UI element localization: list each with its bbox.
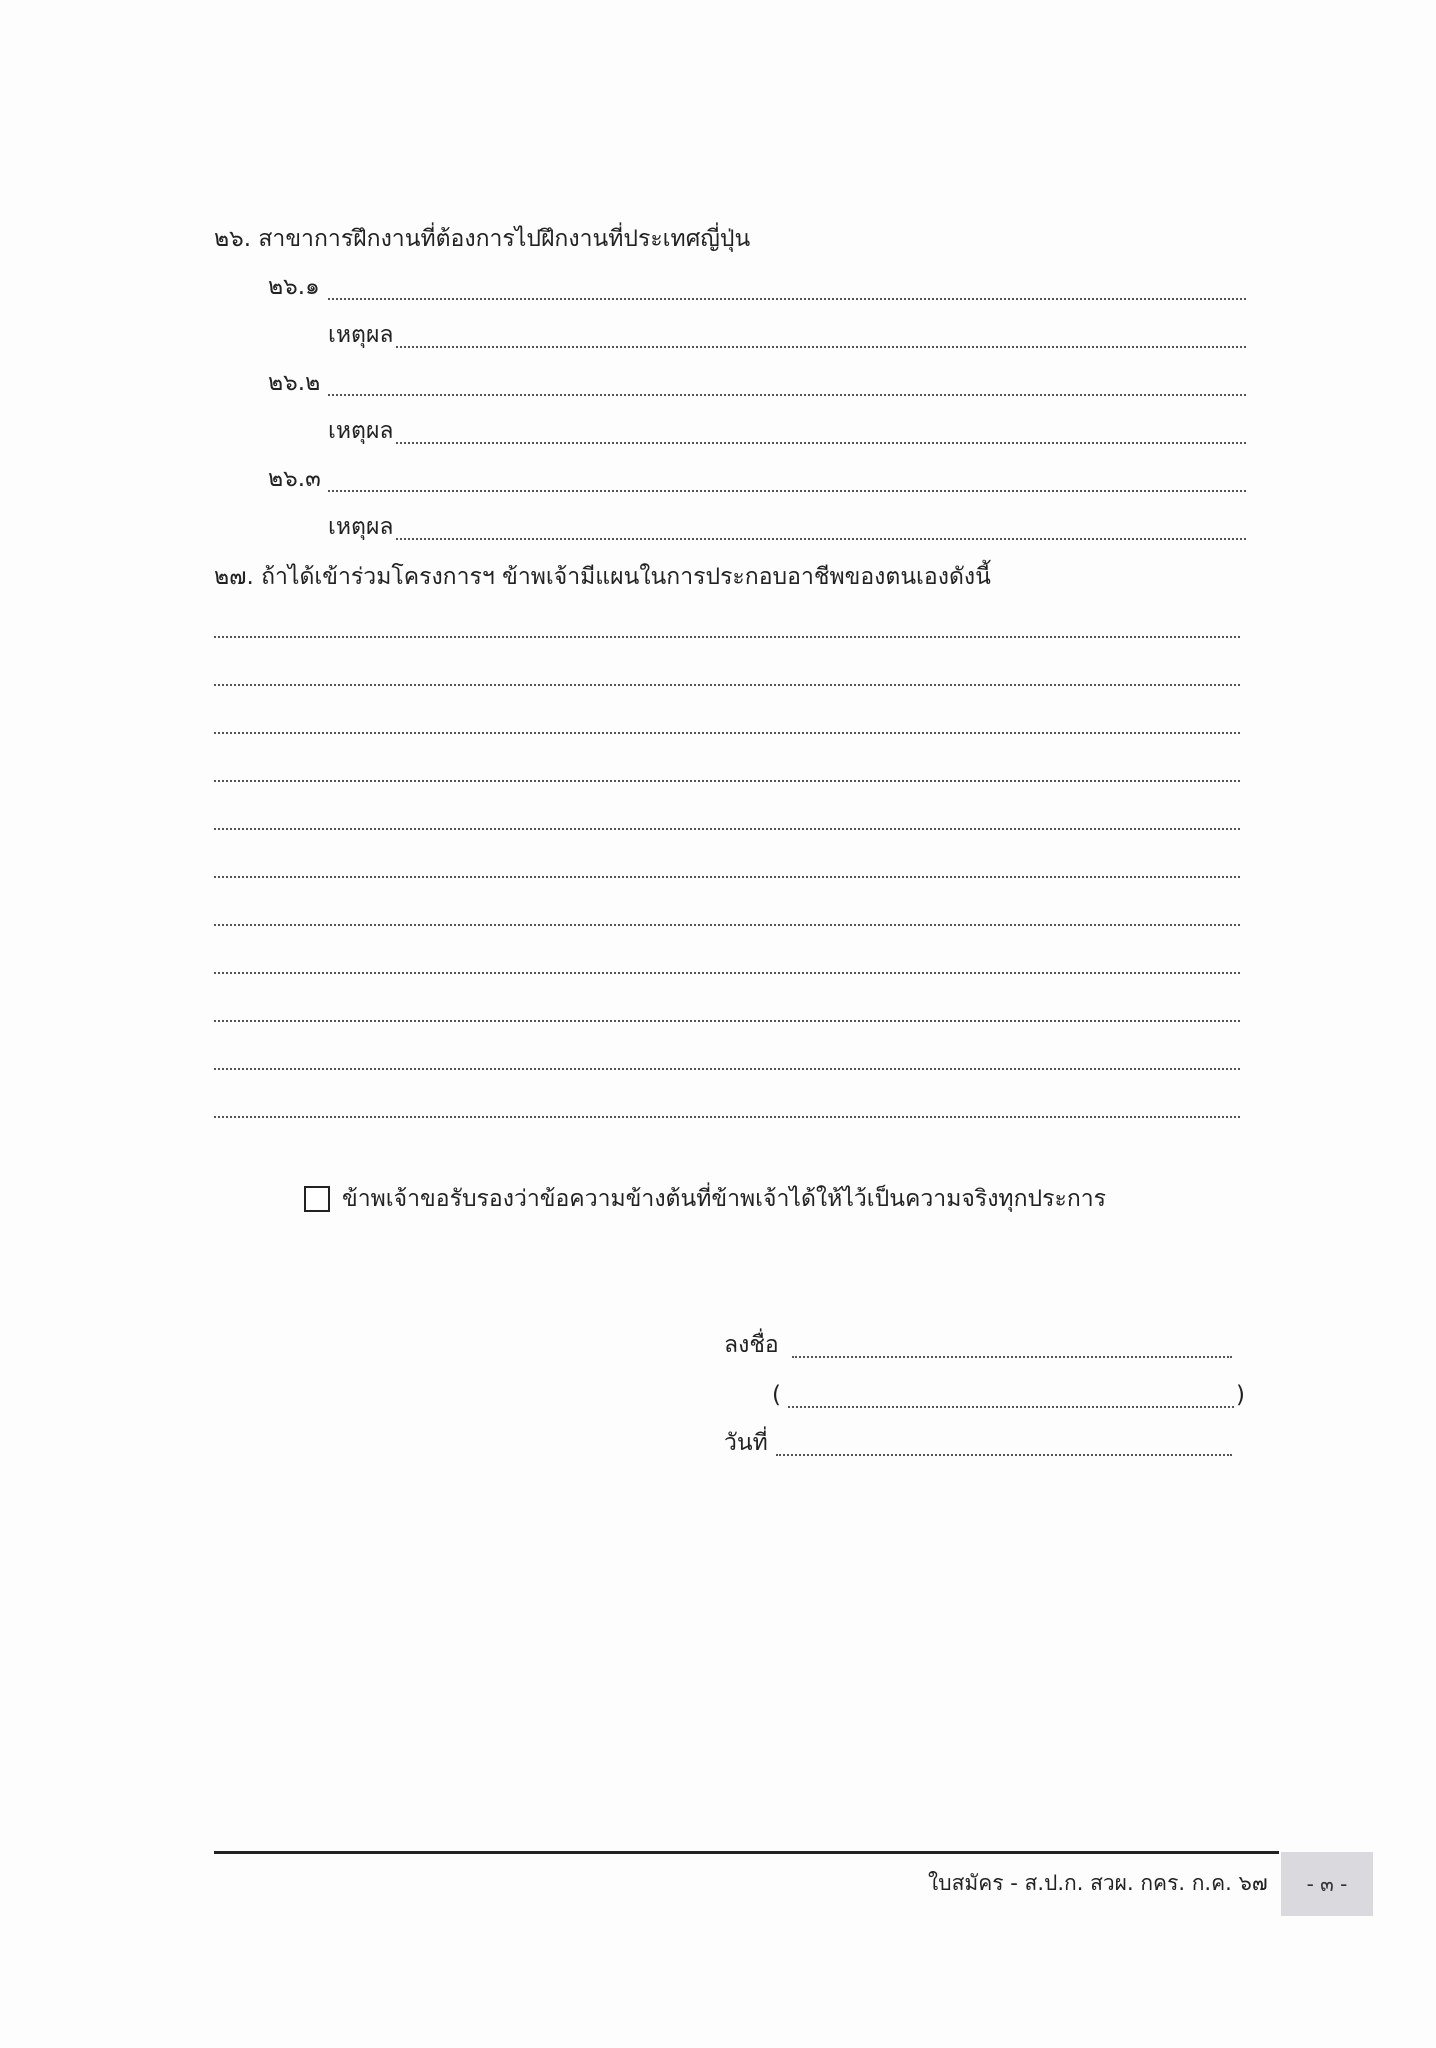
q27-answer-line[interactable]	[214, 828, 1240, 830]
q27-answer-line[interactable]	[214, 636, 1240, 638]
date-label: วันที่	[724, 1430, 768, 1456]
page-number: - ๓ -	[1281, 1852, 1373, 1916]
q27-answer-line[interactable]	[214, 684, 1240, 686]
name-close-paren: )	[1236, 1382, 1245, 1408]
q27-answer-line[interactable]	[214, 1020, 1240, 1022]
q27-answer-line[interactable]	[214, 876, 1240, 878]
signature-label: ลงชื่อ	[724, 1332, 779, 1358]
q26-item-3-label: ๒๖.๓	[268, 466, 321, 492]
q26-item-1-reason-field[interactable]	[396, 346, 1246, 348]
q27-answer-line[interactable]	[214, 780, 1240, 782]
date-field[interactable]	[776, 1454, 1232, 1456]
printed-name-field[interactable]	[788, 1406, 1234, 1408]
q27-answer-line[interactable]	[214, 924, 1240, 926]
q26-item-3-field[interactable]	[328, 490, 1246, 492]
q26-item-2-reason-field[interactable]	[396, 442, 1246, 444]
footer-form-name: ใบสมัคร - ส.ป.ก. สวผ. กคร. ก.ค. ๖๗	[928, 1871, 1268, 1895]
q26-item-1-reason-label: เหตุผล	[328, 322, 394, 348]
q27-answer-line[interactable]	[214, 1116, 1240, 1118]
q27-answer-line[interactable]	[214, 972, 1240, 974]
certification-checkbox[interactable]	[304, 1186, 330, 1212]
q27-answer-line[interactable]	[214, 732, 1240, 734]
name-open-paren: (	[772, 1382, 781, 1408]
q26-item-1-field[interactable]	[328, 298, 1246, 300]
q26-item-2-field[interactable]	[328, 394, 1246, 396]
q26-title: ๒๖. สาขาการฝึกงานที่ต้องการไปฝึกงานที่ประเทศญี่ปุ่น	[214, 226, 751, 252]
q26-item-3-reason-field[interactable]	[396, 538, 1246, 540]
footer-divider	[214, 1851, 1279, 1854]
q26-item-3-reason-label: เหตุผล	[328, 514, 394, 540]
q27-answer-line[interactable]	[214, 1068, 1240, 1070]
certification-text: ข้าพเจ้าขอรับรองว่าข้อความข้างต้นที่ข้าพเจ้าได้ให้ไว้เป็นความจริงทุกประการ	[342, 1186, 1107, 1212]
q26-item-2-reason-label: เหตุผล	[328, 418, 394, 444]
q26-item-2-label: ๒๖.๒	[268, 370, 321, 396]
q27-title: ๒๗. ถ้าได้เข้าร่วมโครงการฯ ข้าพเจ้ามีแผนในการประกอบอาชีพของตนเองดังนี้	[214, 564, 991, 590]
signature-field[interactable]	[792, 1356, 1232, 1358]
q26-item-1-label: ๒๖.๑	[268, 274, 320, 300]
